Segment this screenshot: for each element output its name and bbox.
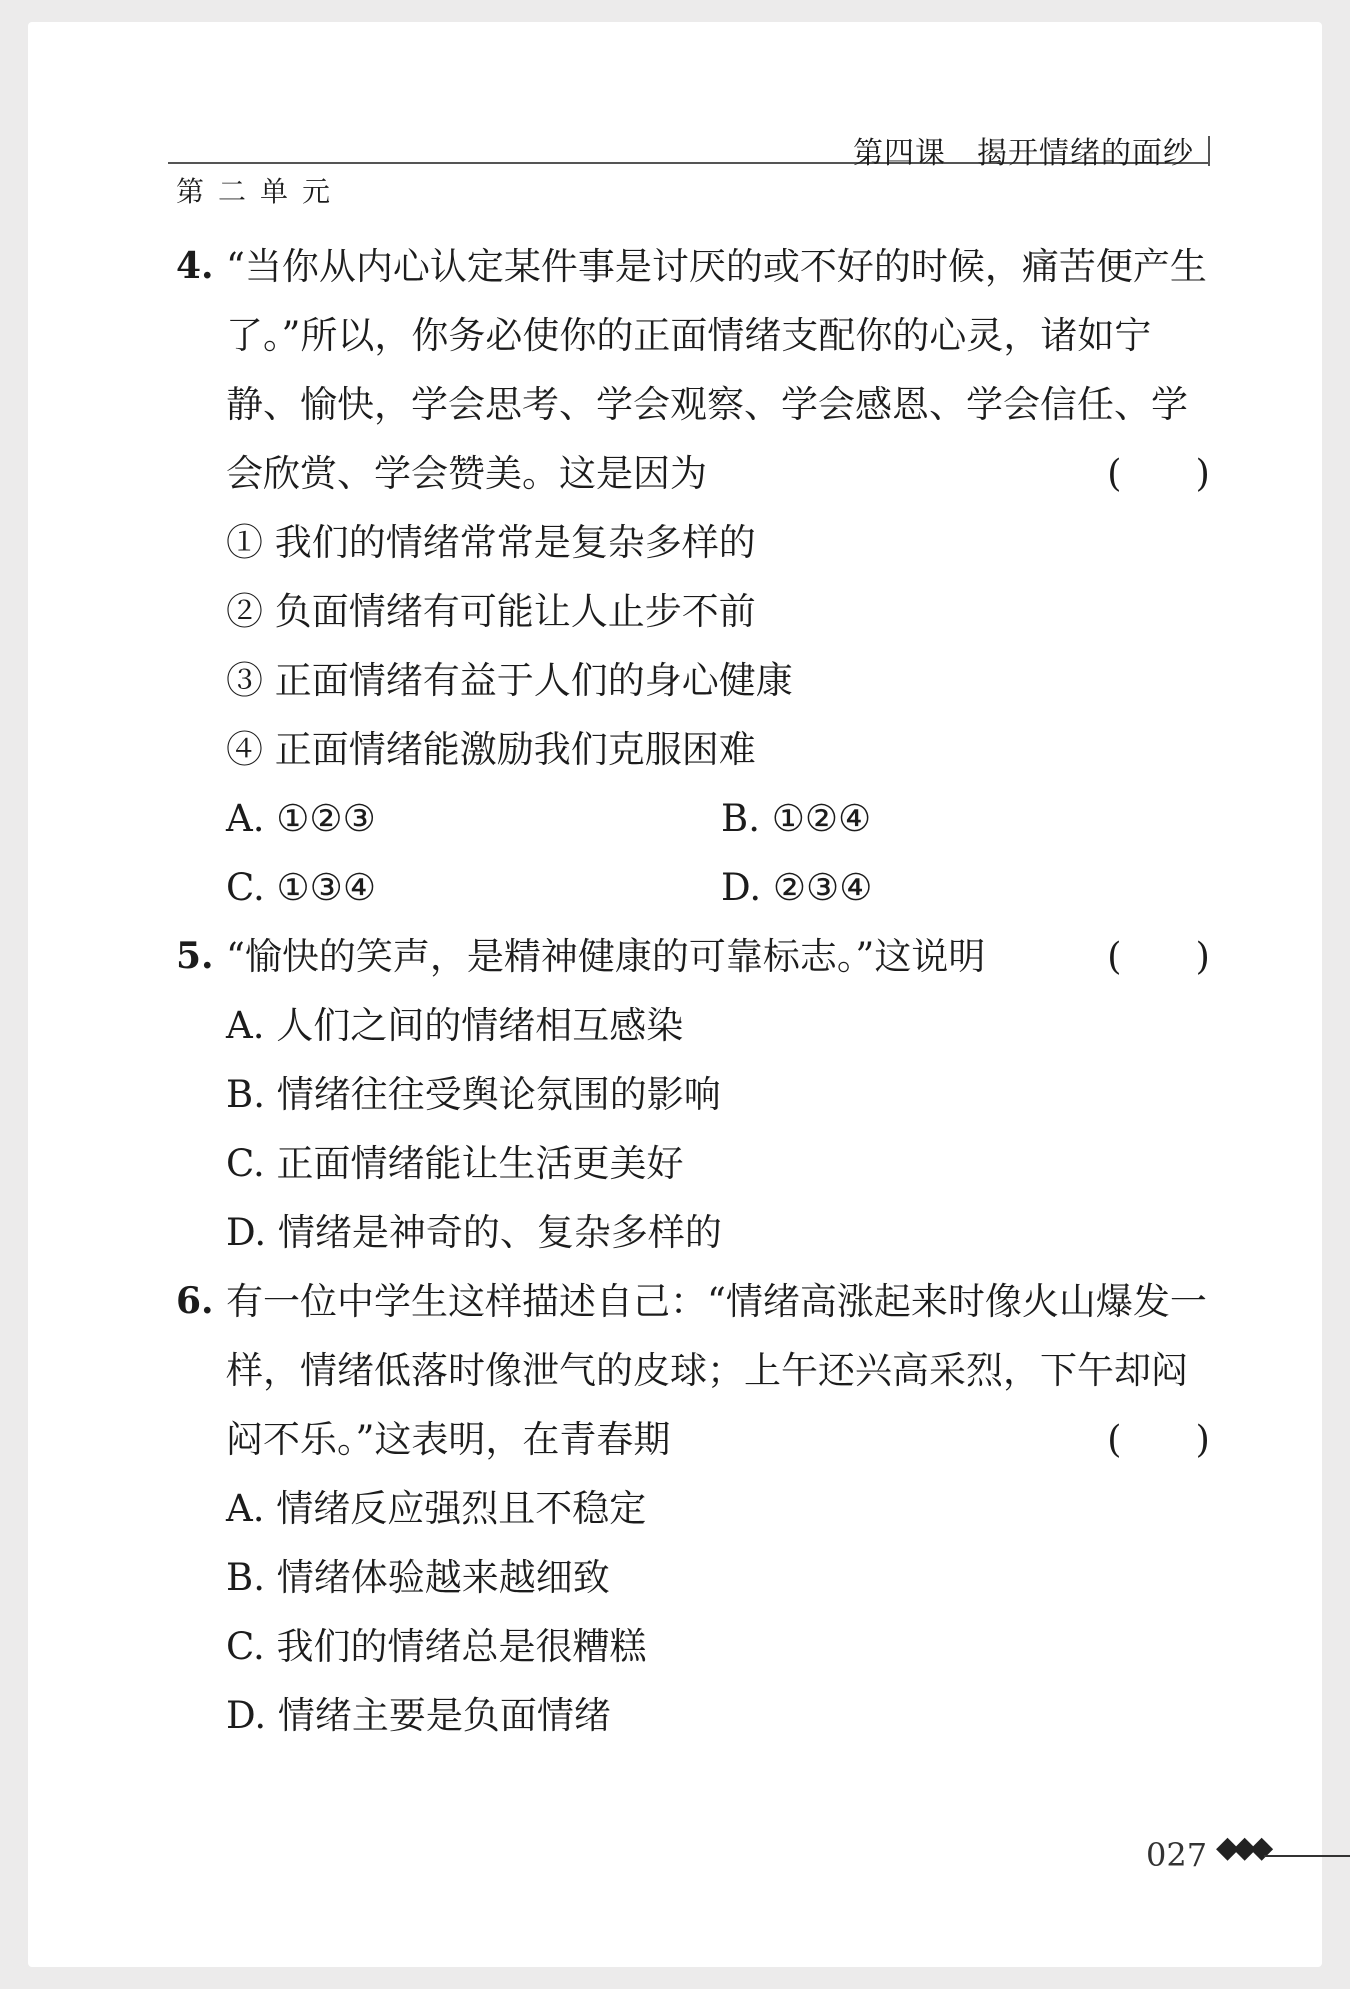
header-tick: [1208, 136, 1210, 166]
statement-item: ① 我们的情绪常常是复杂多样的: [226, 521, 756, 564]
question-text: “当你从内心认定某件事是讨厌的或不好的时候，痛苦便产生了。”所以，你务必使你的正面情绪支配你的心灵，诸如宁静、愉快，学会思考、学会观察、学会感恩、学会信任、学会欣赏、学会赞美。这是因为: [226, 245, 1207, 495]
question-list: [168, 232, 1216, 1750]
option-a: A. 人们之间的情绪相互感染: [226, 1004, 684, 1047]
footer-rule: [1264, 1855, 1350, 1857]
option-d: D. ②③④: [721, 866, 873, 909]
question-stem: [168, 922, 1216, 991]
answer-blank: ( ): [1107, 935, 1210, 978]
option-c: C. ①③④: [226, 866, 377, 909]
question-4: [168, 232, 1216, 922]
option-row: [168, 784, 1216, 853]
answer-blank: ( ): [1107, 452, 1210, 495]
option-row: [168, 853, 1216, 922]
option-a: A. ①②③: [226, 797, 376, 840]
option-b: B. 情绪往往受舆论氛围的影响: [226, 1073, 721, 1116]
statement-item: ② 负面情绪有可能让人止步不前: [226, 590, 756, 633]
question-6: [168, 1267, 1216, 1750]
page-sheet: [28, 22, 1322, 1967]
unit-title: 第二单元: [176, 175, 345, 208]
question-number: 6.: [176, 1280, 214, 1322]
question-stem: [168, 232, 1216, 508]
answer-blank: ( ): [1107, 1418, 1210, 1461]
option-d: D. 情绪是神奇的、复杂多样的: [226, 1211, 722, 1254]
option-c: C. 我们的情绪总是很糟糕: [226, 1625, 647, 1668]
option-b: B. ①②④: [721, 797, 872, 840]
statement-item: ④ 正面情绪能激励我们克服困难: [226, 728, 756, 771]
option-b: B. 情绪体验越来越细致: [226, 1556, 610, 1599]
option-d: D. 情绪主要是负面情绪: [226, 1694, 611, 1737]
lesson-title: 第四课 揭开情绪的面纱: [853, 136, 1194, 171]
question-text: 有一位中学生这样描述自己：“情绪高涨起来时像火山爆发一样，情绪低落时像泄气的皮球；上午还兴高采烈，下午却闷闷不乐。”这表明，在青春期: [226, 1280, 1207, 1461]
statement-item: ③ 正面情绪有益于人们的身心健康: [226, 659, 793, 702]
diamond-ornament-icon: ◆◆◆: [1216, 1830, 1268, 1865]
page-number: 027: [1146, 1836, 1208, 1874]
question-stem: [168, 1267, 1216, 1474]
option-c: C. 正面情绪能让生活更美好: [226, 1142, 684, 1185]
question-number: 4.: [176, 245, 214, 287]
question-text: “愉快的笑声，是精神健康的可靠标志。”这说明: [226, 935, 986, 978]
option-a: A. 情绪反应强烈且不稳定: [226, 1487, 647, 1530]
question-number: 5.: [176, 935, 214, 977]
question-5: [168, 922, 1216, 1267]
